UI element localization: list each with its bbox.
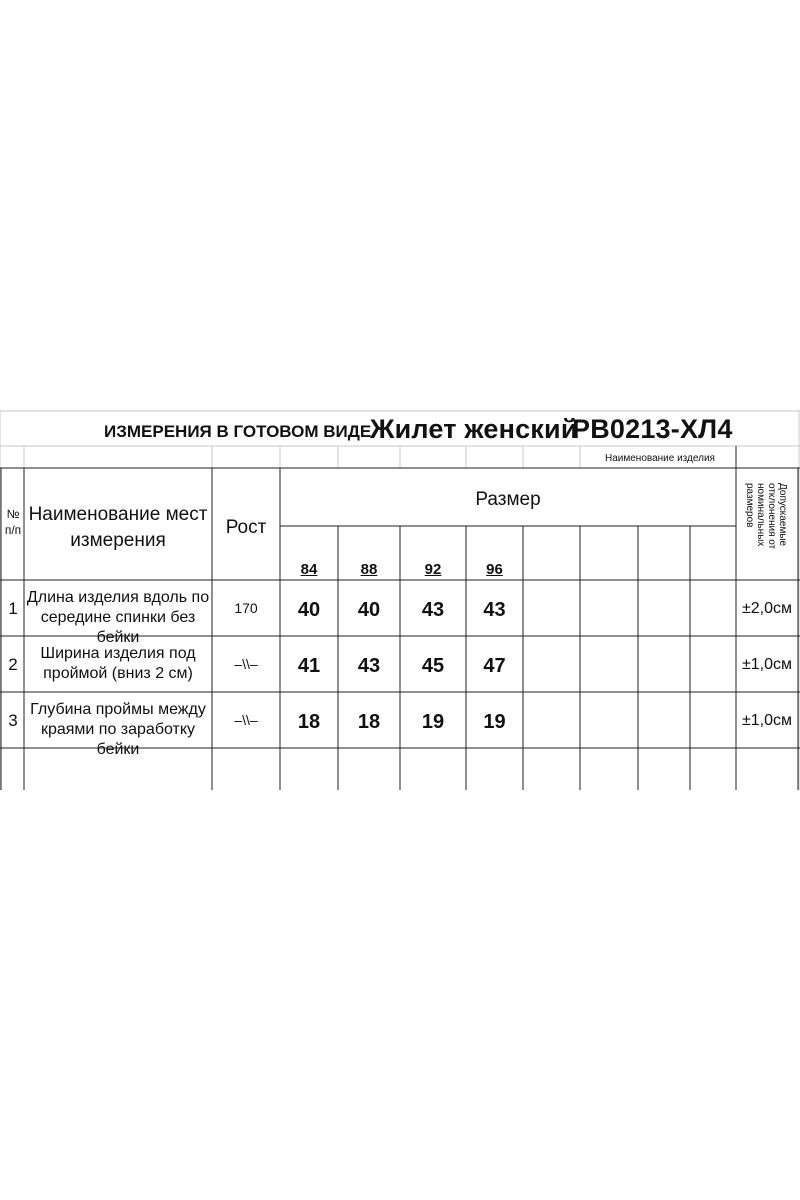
column-measure-place: Наименование мест измерения (28, 504, 208, 551)
row-2-name: Ширина изделия под проймой (вниз 2 см) (40, 645, 196, 682)
row-3-height: –\\– (234, 712, 258, 728)
row-1-number: 1 (8, 599, 18, 618)
size-88: 88 (360, 561, 378, 578)
measurement-sheet (0, 410, 800, 790)
row-1-size-84: 40 (297, 599, 321, 621)
measurements-title: ИЗМЕРЕНИЯ В ГОТОВОМ ВИДЕ (104, 422, 372, 441)
row-3-size-84: 18 (297, 711, 321, 733)
column-size-group: Размер (475, 489, 541, 510)
row-3-tolerance: ±1,0см (741, 712, 793, 729)
row-2-size-84: 41 (297, 655, 321, 677)
row-3-size-96: 19 (483, 711, 506, 733)
row-2-size-96: 47 (483, 655, 506, 677)
row-2-tolerance: ±1,0см (741, 656, 793, 673)
product-name: Жилет женский (370, 414, 578, 444)
size-92: 92 (424, 561, 442, 578)
row-1-name: Длина изделия вдоль по середине спинки без бейки (26, 589, 210, 646)
row-2-size-92: 45 (421, 655, 445, 677)
row-2-number: 2 (8, 655, 18, 674)
row-3-name: Глубина проймы между краями по заработку бейки (30, 701, 206, 758)
column-tolerance: Допускаемые отклонения от номинальных размеров (744, 483, 788, 550)
row-2-size-88: 43 (357, 655, 381, 677)
column-number: № п/п (4, 507, 22, 537)
row-1-size-92: 43 (421, 599, 445, 621)
row-2-height: –\\– (234, 656, 258, 672)
size-84: 84 (300, 561, 318, 578)
row-1-tolerance: ±2,0см (741, 600, 793, 617)
size-96: 96 (486, 561, 503, 578)
product-caption: Наименование изделия (605, 453, 715, 464)
row-1-height: 170 (234, 600, 258, 616)
row-3-number: 3 (8, 711, 18, 730)
row-1-size-96: 43 (483, 599, 506, 621)
row-3-size-88: 18 (357, 711, 381, 733)
row-3-size-92: 19 (421, 711, 445, 733)
row-1-size-88: 40 (357, 599, 381, 621)
product-code: РВ0213-ХЛ4 (572, 414, 733, 444)
column-height: Рост (225, 517, 267, 538)
